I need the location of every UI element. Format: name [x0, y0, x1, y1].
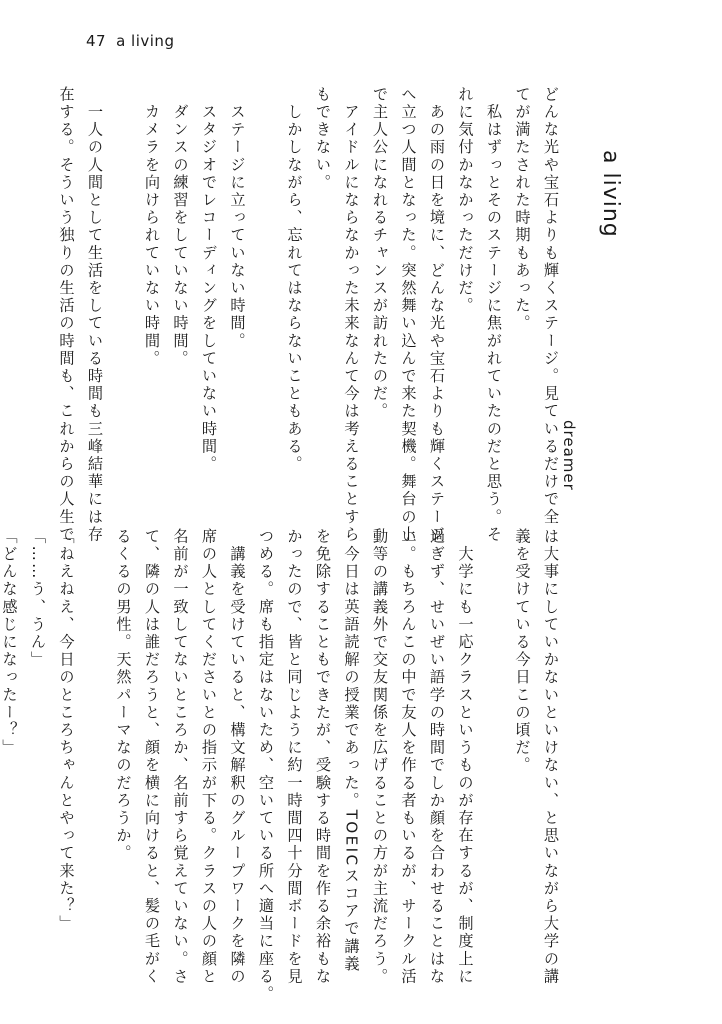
text-line: 過ぎず、せいぜい語学の時間でしか顔を合わせることはな [428, 528, 446, 986]
running-title: a living [116, 32, 175, 50]
text-line: 「……う、うん」 [29, 528, 47, 669]
text-line: を免除することもできたが、受験する時間を作る余裕もな [314, 528, 332, 986]
text-line: 在する。そういう独りの生活の時間も、これからの人生で [57, 86, 76, 544]
text-line: 一人の人間として生活をしている時間も三峰結華には存 [86, 86, 104, 544]
page-number: 47 [86, 32, 107, 50]
text-line: で主人公になれるチャンスが訪れたのだ。 [371, 86, 389, 421]
story-author: dreamer [560, 420, 578, 491]
text-line: 「ねえねえ、今日のところちゃんとやって来た？」 [57, 528, 76, 933]
body-text-bottom [0, 528, 565, 1004]
text-line: て、隣の人は誰だろうと、顔を横に向けると、髪の毛がく [143, 528, 161, 986]
text-line: へ立つ人間となった。突然舞い込んで来た契機。舞台の上 [399, 86, 418, 544]
text-line: い。もちろんこの中で友人を作る者もいるが、サークル活 [399, 528, 418, 986]
text-line: ステージに立っていない時間。 [228, 86, 247, 350]
text-line: 今日は英語読解の授業であった。TOEICスコアで講義 [342, 528, 361, 974]
text-line: どんな光や宝石よりも輝くステージ。見ているだけで全 [542, 86, 560, 526]
text-line: つめる。席も指定はないため、空いている所へ適当に座る。 [257, 528, 275, 1004]
text-line: もできない。 [314, 86, 332, 192]
text-line [109, 86, 138, 506]
text-line [252, 86, 281, 506]
page-header [86, 32, 184, 50]
text-line: は大事にしていかないといけない、と思いながら大学の講 [542, 528, 560, 986]
text-line: スタジオでレコーディングをしていない時間。 [200, 86, 218, 474]
text-line [480, 528, 509, 958]
text-line: れに気付かなかっただけだ。 [456, 86, 475, 315]
text-line: かったので、皆と同じように約一時間四十分間ボードを見 [285, 528, 304, 986]
text-line: 動等の講義外で交友関係を広げることの方が主流だろう。 [371, 528, 389, 986]
text-line: 私はずっとそのステージに焦がれていたのだと思う。そ [485, 86, 503, 544]
text-line: カメラを向けられていない時間。 [143, 86, 161, 368]
text-line: 「どんな感じになったー？」 [0, 528, 19, 757]
text-line: あの雨の日を境に、どんな光や宝石よりも輝くステージ [428, 86, 446, 544]
text-line: 講義を受けていると、構文解釈のグループワークを隣の [228, 528, 247, 986]
body-text-top [52, 86, 565, 544]
text-line: 大学にも一応クラスというものが存在するが、制度上に [456, 528, 475, 986]
text-line: しかしながら、忘れてはならないこともある。 [285, 86, 304, 474]
text-line: 義を受けている今日この頃だ。 [513, 528, 532, 775]
text-line: アイドルにならなかった未来なんて今は考えることすら [342, 86, 361, 544]
text-line: るくるの男性。天然パーマなのだろうか。 [114, 528, 133, 863]
text-line: 名前が一致してないところか、名前すら覚えていない。さ [171, 528, 190, 986]
text-line [81, 528, 110, 958]
text-line: てが満たされた時期もあった。 [513, 86, 532, 333]
text-line: ダンスの練習をしていない時間。 [171, 86, 190, 368]
story-title: a living [598, 150, 623, 238]
text-line: 席の人としてくださいとの指示が下る。クラスの人の顔と [200, 528, 218, 986]
